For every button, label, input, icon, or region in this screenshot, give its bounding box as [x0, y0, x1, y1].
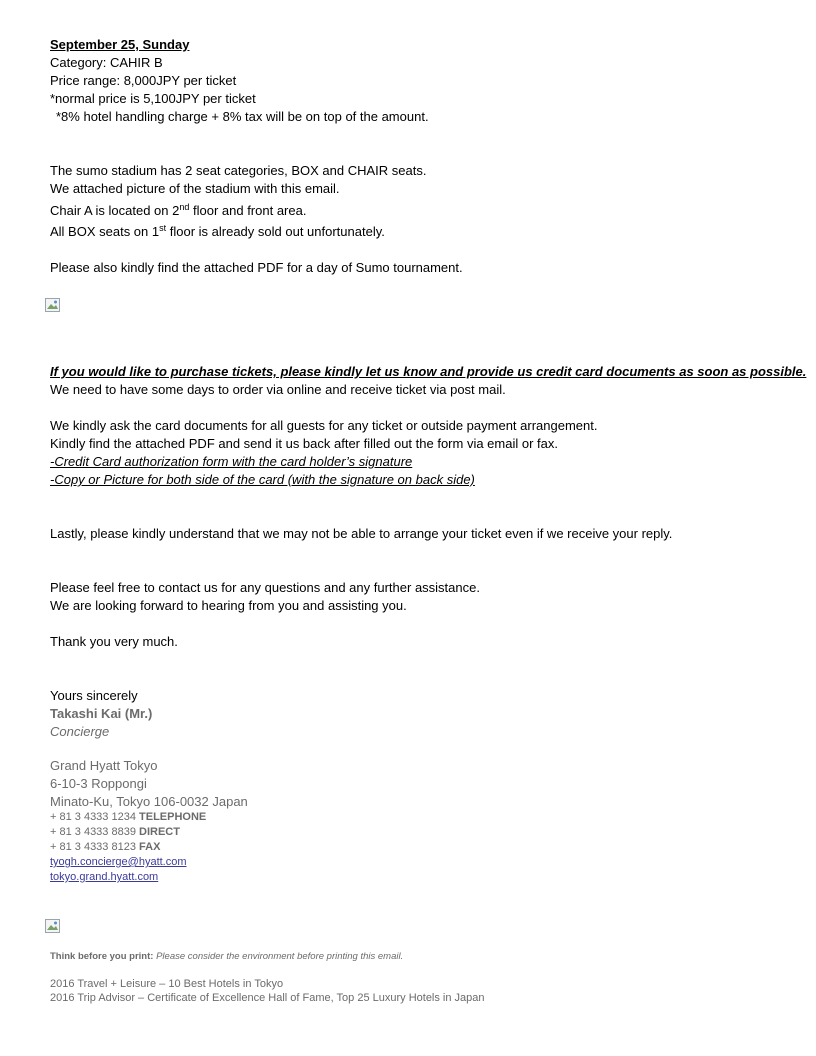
event-category: Category: CAHIR B: [50, 55, 163, 70]
purchase-line-3: Kindly find the attached PDF and send it us back after filled out the form via email or fax.: [50, 436, 558, 451]
closing-yours: Yours sincerely: [50, 688, 138, 703]
closing-contact: Please feel free to contact us for any questions and any further assistance.: [50, 580, 480, 595]
award-1: 2016 Travel + Leisure – 10 Best Hotels in Tokyo: [50, 978, 284, 990]
website-link[interactable]: tokyo.grand.hyatt.com: [50, 871, 159, 883]
closing-lastly: Lastly, please kindly understand that we may not be able to arrange your ticket even if we receive your reply.: [50, 526, 673, 541]
think-text: Please consider the environment before printing this email.: [153, 951, 404, 962]
phone-telephone-label: TELEPHONE: [139, 811, 207, 823]
stadium-line-3-sup: nd: [179, 202, 190, 212]
phone-telephone: [50, 810, 206, 825]
signature-address-1: 6-10-3 Roppongi: [50, 776, 147, 791]
signature-hotel: Grand Hyatt Tokyo: [50, 758, 158, 773]
purchase-line-1: We need to have some days to order via online and receive ticket via post mail.: [50, 382, 506, 397]
stadium-line-4: [50, 223, 385, 241]
purchase-item-2: -Copy or Picture for both side of the card (with the signature on back side): [50, 472, 475, 487]
stadium-pdf-note: Please also kindly find the attached PDF for a day of Sumo tournament.: [50, 260, 463, 275]
closing-looking-forward: We are looking forward to hearing from you and assisting you.: [50, 598, 407, 613]
phone-fax: [50, 840, 160, 855]
event-normal-price: *normal price is 5,100JPY per ticket: [50, 91, 256, 106]
event-charge-note: *8% hotel handling charge + 8% tax will be on top of the amount.: [56, 109, 429, 124]
think-before-print: [50, 948, 403, 964]
broken-image-icon: [45, 298, 60, 312]
stadium-line-1: The sumo stadium has 2 seat categories, BOX and CHAIR seats.: [50, 163, 427, 178]
stadium-line-4-pre: All BOX seats on 1: [50, 224, 160, 239]
think-label: Think before you print:: [50, 951, 154, 962]
event-price-range: Price range: 8,000JPY per ticket: [50, 73, 237, 88]
event-date: September 25, Sunday: [50, 37, 190, 52]
phone-direct: [50, 825, 180, 840]
signature-name: Takashi Kai (Mr.): [50, 706, 153, 721]
broken-image-icon: [45, 919, 60, 933]
phone-telephone-number: + 81 3 4333 1234: [50, 811, 136, 823]
stadium-line-4-sup: st: [159, 223, 167, 233]
phone-direct-number: + 81 3 4333 8839: [50, 826, 136, 838]
award-2: 2016 Trip Advisor – Certificate of Excellence Hall of Fame, Top 25 Luxury Hotels in Japan: [50, 992, 485, 1004]
purchase-line-2: We kindly ask the card documents for all guests for any ticket or outside payment arrangement.: [50, 418, 598, 433]
closing-thanks: Thank you very much.: [50, 634, 178, 649]
stadium-line-2: We attached picture of the stadium with this email.: [50, 181, 340, 196]
phone-direct-label: DIRECT: [139, 826, 180, 838]
stadium-line-3: [50, 202, 306, 220]
stadium-line-3-pre: Chair A is located on 2: [50, 203, 180, 218]
phone-fax-label: FAX: [139, 841, 161, 853]
stadium-line-4-post: floor is already sold out unfortunately.: [166, 224, 385, 239]
stadium-line-3-post: floor and front area.: [189, 203, 307, 218]
phone-fax-number: + 81 3 4333 8123: [50, 841, 136, 853]
purchase-item-1: -Credit Card authorization form with the card holder’s signature: [50, 454, 413, 469]
signature-address-2: Minato-Ku, Tokyo 106-0032 Japan: [50, 794, 248, 809]
email-link[interactable]: tyogh.concierge@hyatt.com: [50, 856, 187, 868]
purchase-headline: If you would like to purchase tickets, please kindly let us know and provide us credit card documents as soon as possible.: [50, 364, 807, 379]
signature-title: Concierge: [50, 724, 110, 739]
